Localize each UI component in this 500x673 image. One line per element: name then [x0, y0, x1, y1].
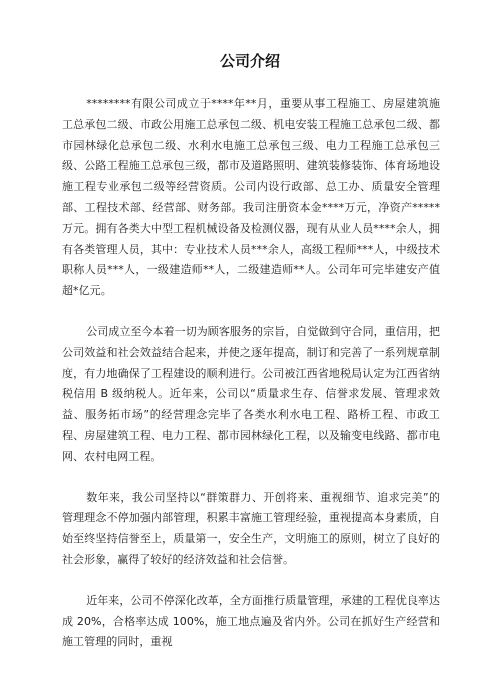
paragraph-recent-developments: 近年来，公司不停深化改革，全方面推行质量管理，承建的工程优良率达成 20%，合格率达成 100%，施工地点遍及省内外。公司在抓好生产经营和施工管理的同时，重视 — [62, 593, 440, 649]
paragraph-company-overview: ********有限公司成立于****年**月，重要从事工程施工、房屋建筑施工总承包二级、市政公用施工总承包二级、机电安装工程施工总承包二级、都市园林绿化总承包二级、水利水电施工总承包三级、电力工程施工总承包三级、公路工程施工总承包三级，都市及道路照明、建筑装修装饰、体育场地设施工程专业承包二级等经营资质。公司内设行政部、总工办、质量安全管理部、工程技术部、经营部、财务部。我司注册资本金****万元，净资产*****万元。拥有各类大中型工程机械设备及检测仪器，现有从业人员****余人，拥有各类管理人员，其中：专业技术人员***余人，高级工程师***人，中级技术职称人员***人，一级建造师**人，二级建造师**人。公司年可完毕建安产值超*亿元。 — [62, 97, 440, 298]
document-body — [62, 94, 440, 673]
paragraph-company-history: 公司成立至今本着一切为顾客服务的宗旨，自觉做到守合同，重信用，把公司效益和社会效益结合起来，并使之逐年提高，制订和完善了一系列规章制度，有力地确保了工程建设的顺利进行。公司被江西省地税局认定为江西省纳税信用 B 级纳税人。近年来，公司以“质量求生存、信誉求发展、管理求效益、服务拓市场”的经营理念完毕了各类水利水电工程、路桥工程、市政工程、房屋建筑工程、电力工程、都市园林绿化工程，以及输变电线路、都市电网、农村电网工程。 — [62, 324, 440, 463]
document-title: 公司介绍 — [219, 52, 280, 70]
paragraph-management-philosophy: 数年来，我公司坚持以“群策群力、开创将来、重视细节、追求完美”的管理理念不停加强内部管理，积累丰富施工管理经验，重视提高本身素质，自始至终坚持信誉至上，质量第一，安全生产，文明施工的原则，树立了良好的社会形象，赢得了较好的经济效益和社会信誉。 — [62, 490, 440, 566]
